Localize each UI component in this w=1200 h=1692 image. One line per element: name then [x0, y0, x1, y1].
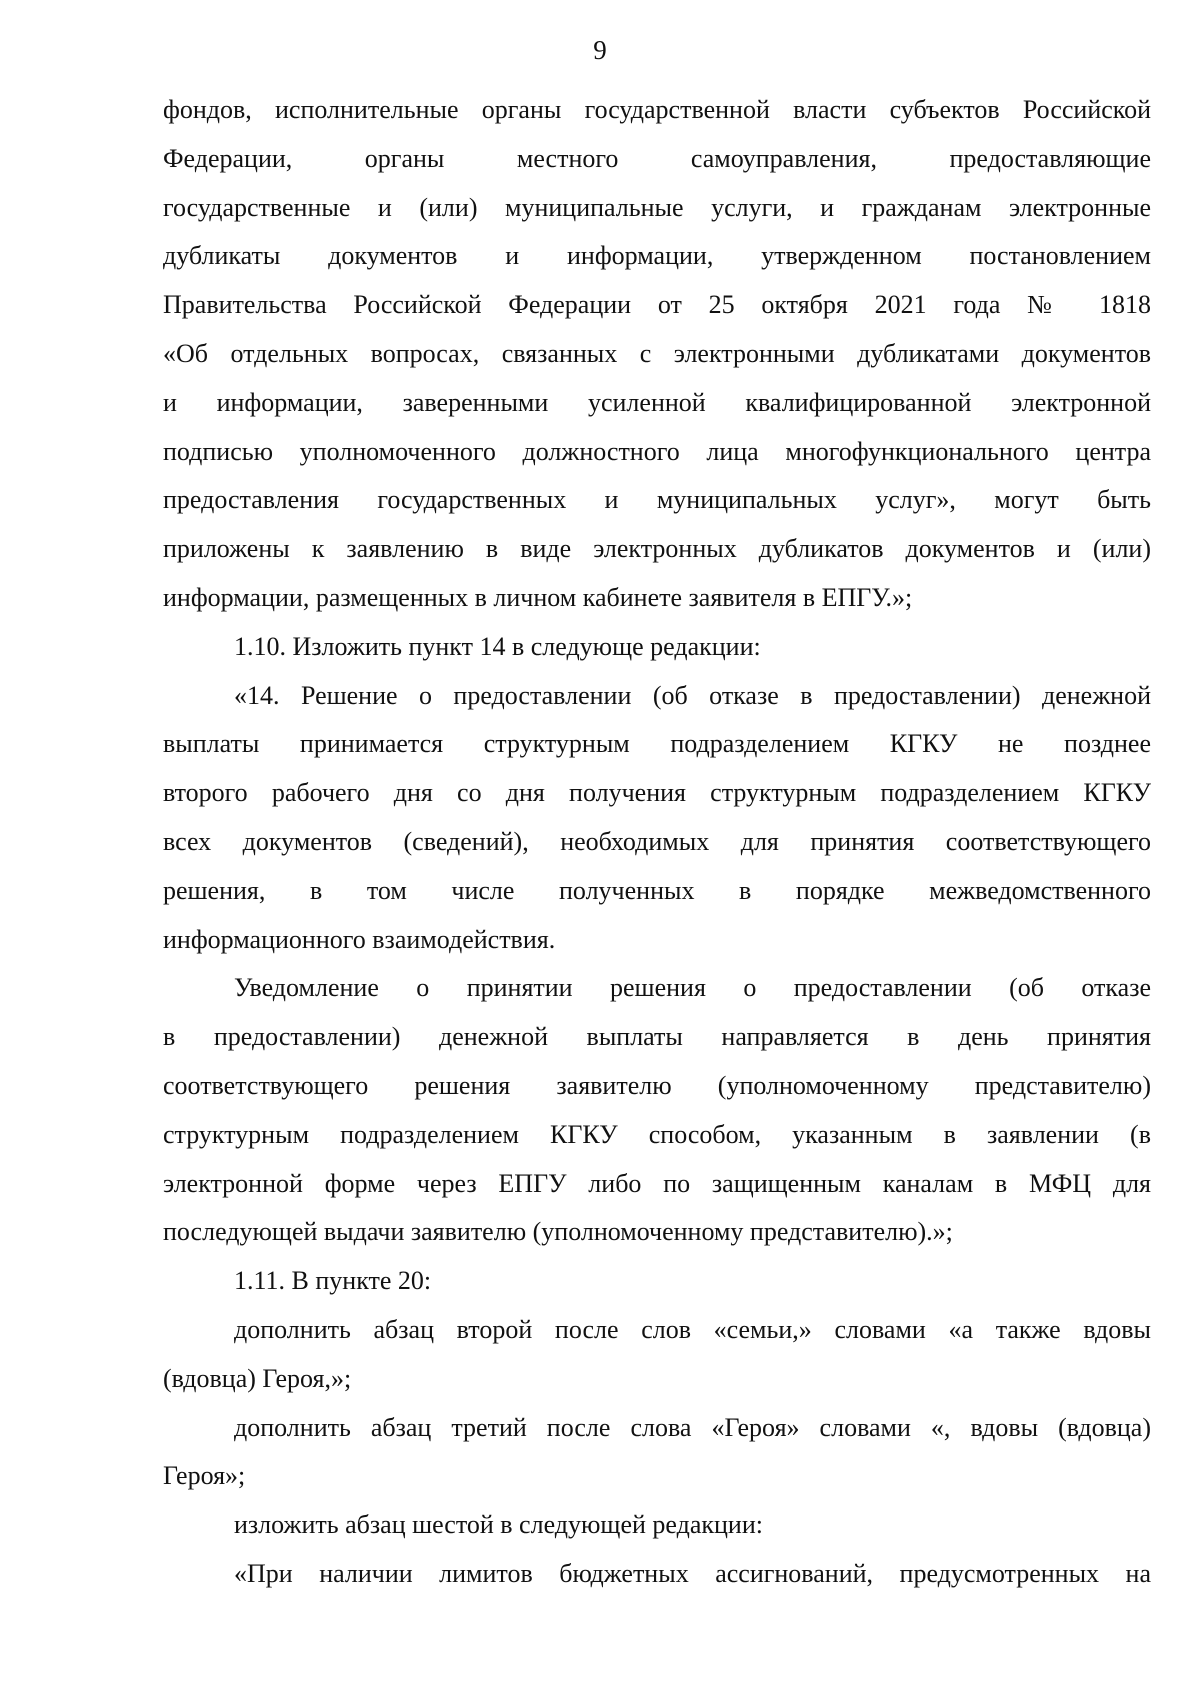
text-line: изложить абзац шестой в следующей редакции: — [234, 1510, 763, 1540]
text-line: Героя»; — [163, 1461, 246, 1491]
text-line: подписью уполномоченного должностного лица многофункционального центра — [163, 436, 1151, 466]
text-line: электронной форме через ЕПГУ либо по защищенным каналам в МФЦ для — [163, 1168, 1151, 1198]
text-line: решения, в том числе полученных в порядке межведомственного — [163, 875, 1151, 905]
text-line: дополнить абзац третий после слова «Героя» словами «, вдовы (вдовца) — [234, 1412, 1151, 1442]
text-line: «Об отдельных вопросах, связанных с электронными дубликатами документов — [163, 338, 1151, 368]
text-line: второго рабочего дня со дня получения структурным подразделением КГКУ — [163, 778, 1151, 808]
text-line: всех документов (сведений), необходимых для принятия соответствующего — [163, 826, 1151, 856]
text-line: Правительства Российской Федерации от 25 октября 2021 года № 1818 — [163, 290, 1151, 320]
text-line: (вдовца) Героя,»; — [163, 1363, 352, 1393]
text-line: «При наличии лимитов бюджетных ассигнований, предусмотренных на — [234, 1558, 1151, 1588]
text-line: последующей выдачи заявителю (уполномоченному представителю).»; — [163, 1217, 953, 1247]
text-line: дубликаты документов и информации, утвержденном постановлением — [163, 241, 1151, 271]
document-body — [163, 86, 1151, 1599]
text-line: структурным подразделением КГКУ способом, указанным в заявлении (в — [163, 1119, 1151, 1149]
text-line: приложены к заявлению в виде электронных дубликатов документов и (или) — [163, 534, 1151, 564]
text-line: информации, размещенных в личном кабинете заявителя в ЕПГУ.»; — [163, 582, 913, 612]
text-line: предоставления государственных и муниципальных услуг», могут быть — [163, 485, 1151, 515]
text-line: «14. Решение о предоставлении (об отказе в предоставлении) денежной — [234, 680, 1151, 710]
text-line: и информации, заверенными усиленной квалифицированной электронной — [163, 387, 1151, 417]
text-line: 1.10. Изложить пункт 14 в следующе редакции: — [234, 631, 761, 661]
text-line: информационного взаимодействия. — [163, 924, 556, 954]
text-line: Уведомление о принятии решения о предоставлении (об отказе — [234, 973, 1151, 1003]
text-line: соответствующего решения заявителю (уполномоченному представителю) — [163, 1070, 1151, 1100]
text-line: в предоставлении) денежной выплаты направляется в день принятия — [163, 1022, 1151, 1052]
text-line: выплаты принимается структурным подразделением КГКУ не позднее — [163, 729, 1151, 759]
text-line: дополнить абзац второй после слов «семьи,» словами «а также вдовы — [234, 1314, 1151, 1344]
text-line: фондов, исполнительные органы государственной власти субъектов Российской — [163, 95, 1151, 124]
page-number: 9 — [593, 35, 607, 65]
text-line: 1.11. В пункте 20: — [234, 1266, 432, 1296]
text-line: государственные и (или) муниципальные услуги, и гражданам электронные — [163, 192, 1151, 222]
text-line: Федерации, органы местного самоуправления, предоставляющие — [163, 143, 1151, 173]
